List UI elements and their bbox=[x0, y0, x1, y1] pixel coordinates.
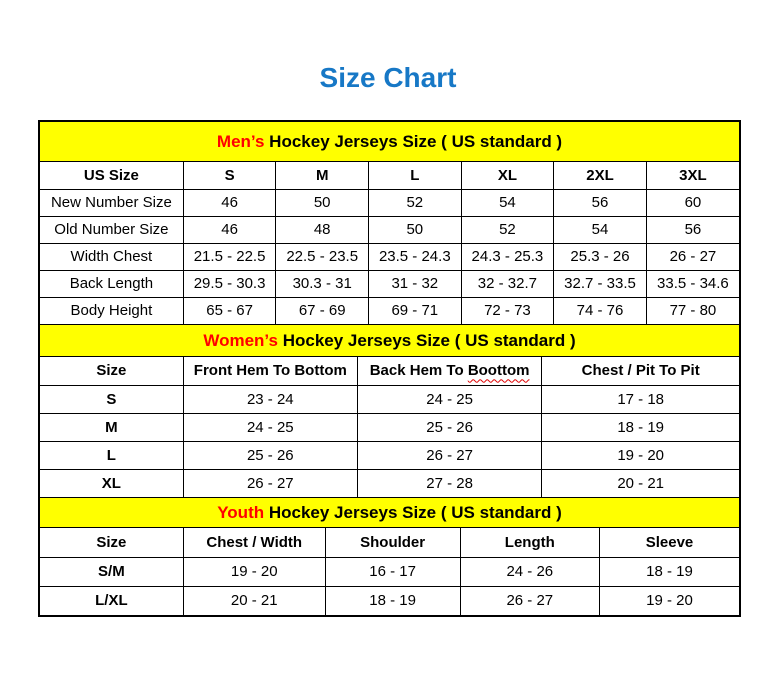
cell-value: 54 bbox=[461, 189, 554, 216]
row-label: Width Chest bbox=[40, 243, 183, 270]
womens-size-table bbox=[40, 357, 739, 497]
mens-section-header bbox=[40, 122, 739, 162]
cell-value: 67 - 69 bbox=[276, 297, 369, 324]
womens-header-row bbox=[40, 357, 739, 385]
table-row bbox=[40, 270, 739, 297]
youth-col-size: Size bbox=[40, 528, 183, 557]
youth-col-sleeve: Sleeve bbox=[600, 528, 739, 557]
table-row bbox=[40, 586, 739, 615]
womens-col-size: Size bbox=[40, 357, 183, 385]
cell-value: 24 - 25 bbox=[183, 413, 357, 441]
mens-header-text: Hockey Jerseys Size ( US standard ) bbox=[264, 131, 563, 151]
cell-value: 19 - 20 bbox=[542, 441, 739, 469]
cell-value: 16 - 17 bbox=[325, 557, 460, 586]
cell-value: 17 - 18 bbox=[542, 385, 739, 413]
cell-value: 46 bbox=[183, 189, 276, 216]
youth-section-header bbox=[40, 497, 739, 528]
cell-value: 69 - 71 bbox=[369, 297, 462, 324]
row-label: S/M bbox=[40, 557, 183, 586]
womens-highlight-word: Women’s bbox=[203, 330, 278, 350]
back-hem-prefix: Back Hem To bbox=[369, 362, 468, 380]
cell-value: 25 - 26 bbox=[357, 413, 542, 441]
womens-header-text: Hockey Jerseys Size ( US standard ) bbox=[277, 330, 576, 350]
cell-value: 29.5 - 30.3 bbox=[183, 270, 276, 297]
womens-col-chest: Chest / Pit To Pit bbox=[542, 357, 739, 385]
cell-value: 19 - 20 bbox=[183, 557, 325, 586]
cell-value: 72 - 73 bbox=[461, 297, 554, 324]
cell-value: 25.3 - 26 bbox=[554, 243, 647, 270]
table-row bbox=[40, 413, 739, 441]
row-label: Back Length bbox=[40, 270, 183, 297]
mens-col-l: L bbox=[369, 162, 462, 189]
row-label: S bbox=[40, 385, 183, 413]
table-row bbox=[40, 297, 739, 324]
cell-value: 26 - 27 bbox=[357, 441, 542, 469]
table-row bbox=[40, 557, 739, 586]
youth-col-chest-width: Chest / Width bbox=[183, 528, 325, 557]
cell-value: 26 - 27 bbox=[646, 243, 739, 270]
youth-col-length: Length bbox=[460, 528, 599, 557]
youth-highlight-word: Youth bbox=[217, 502, 265, 522]
row-label: New Number Size bbox=[40, 189, 183, 216]
cell-value: 56 bbox=[646, 216, 739, 243]
cell-value: 33.5 - 34.6 bbox=[646, 270, 739, 297]
mens-col-s: S bbox=[183, 162, 276, 189]
cell-value: 26 - 27 bbox=[183, 469, 357, 497]
cell-value: 52 bbox=[461, 216, 554, 243]
youth-header-row bbox=[40, 528, 739, 557]
mens-size-table bbox=[40, 162, 739, 324]
table-row bbox=[40, 441, 739, 469]
cell-value: 46 bbox=[183, 216, 276, 243]
mens-header-row bbox=[40, 162, 739, 189]
mens-col-xl: XL bbox=[461, 162, 554, 189]
cell-value: 54 bbox=[554, 216, 647, 243]
row-label: M bbox=[40, 413, 183, 441]
cell-value: 24 - 26 bbox=[460, 557, 599, 586]
table-row bbox=[40, 469, 739, 497]
mens-col-3xl: 3XL bbox=[646, 162, 739, 189]
cell-value: 19 - 20 bbox=[600, 586, 739, 615]
table-row bbox=[40, 216, 739, 243]
cell-value: 56 bbox=[554, 189, 647, 216]
womens-col-back-hem bbox=[357, 357, 542, 385]
size-chart-table bbox=[38, 120, 741, 617]
youth-header-text: Hockey Jerseys Size ( US standard ) bbox=[264, 502, 562, 522]
cell-value: 23.5 - 24.3 bbox=[369, 243, 462, 270]
cell-value: 32 - 32.7 bbox=[461, 270, 554, 297]
cell-value: 25 - 26 bbox=[183, 441, 357, 469]
mens-highlight-word: Men’s bbox=[216, 131, 265, 151]
cell-value: 65 - 67 bbox=[183, 297, 276, 324]
misspelled-word: Boottom bbox=[467, 362, 530, 380]
cell-value: 23 - 24 bbox=[183, 385, 357, 413]
youth-col-shoulder: Shoulder bbox=[325, 528, 460, 557]
cell-value: 27 - 28 bbox=[357, 469, 542, 497]
cell-value: 32.7 - 33.5 bbox=[554, 270, 647, 297]
row-label: Body Height bbox=[40, 297, 183, 324]
cell-value: 24 - 25 bbox=[357, 385, 542, 413]
womens-col-front-hem: Front Hem To Bottom bbox=[183, 357, 357, 385]
cell-value: 50 bbox=[276, 189, 369, 216]
cell-value: 22.5 - 23.5 bbox=[276, 243, 369, 270]
cell-value: 48 bbox=[276, 216, 369, 243]
cell-value: 20 - 21 bbox=[542, 469, 739, 497]
table-row bbox=[40, 243, 739, 270]
cell-value: 18 - 19 bbox=[542, 413, 739, 441]
cell-value: 26 - 27 bbox=[460, 586, 599, 615]
womens-section-header bbox=[40, 324, 739, 357]
cell-value: 77 - 80 bbox=[646, 297, 739, 324]
mens-col-us-size: US Size bbox=[40, 162, 183, 189]
cell-value: 30.3 - 31 bbox=[276, 270, 369, 297]
table-row bbox=[40, 189, 739, 216]
row-label: L bbox=[40, 441, 183, 469]
cell-value: 21.5 - 22.5 bbox=[183, 243, 276, 270]
cell-value: 20 - 21 bbox=[183, 586, 325, 615]
row-label: Old Number Size bbox=[40, 216, 183, 243]
cell-value: 18 - 19 bbox=[325, 586, 460, 615]
row-label: L/XL bbox=[40, 586, 183, 615]
row-label: XL bbox=[40, 469, 183, 497]
mens-col-m: M bbox=[276, 162, 369, 189]
cell-value: 31 - 32 bbox=[369, 270, 462, 297]
cell-value: 74 - 76 bbox=[554, 297, 647, 324]
page-title: Size Chart bbox=[319, 62, 457, 93]
cell-value: 18 - 19 bbox=[600, 557, 739, 586]
cell-value: 50 bbox=[369, 216, 462, 243]
cell-value: 24.3 - 25.3 bbox=[461, 243, 554, 270]
youth-size-table bbox=[40, 528, 739, 615]
cell-value: 52 bbox=[369, 189, 462, 216]
mens-col-2xl: 2XL bbox=[554, 162, 647, 189]
cell-value: 60 bbox=[646, 189, 739, 216]
table-row bbox=[40, 385, 739, 413]
